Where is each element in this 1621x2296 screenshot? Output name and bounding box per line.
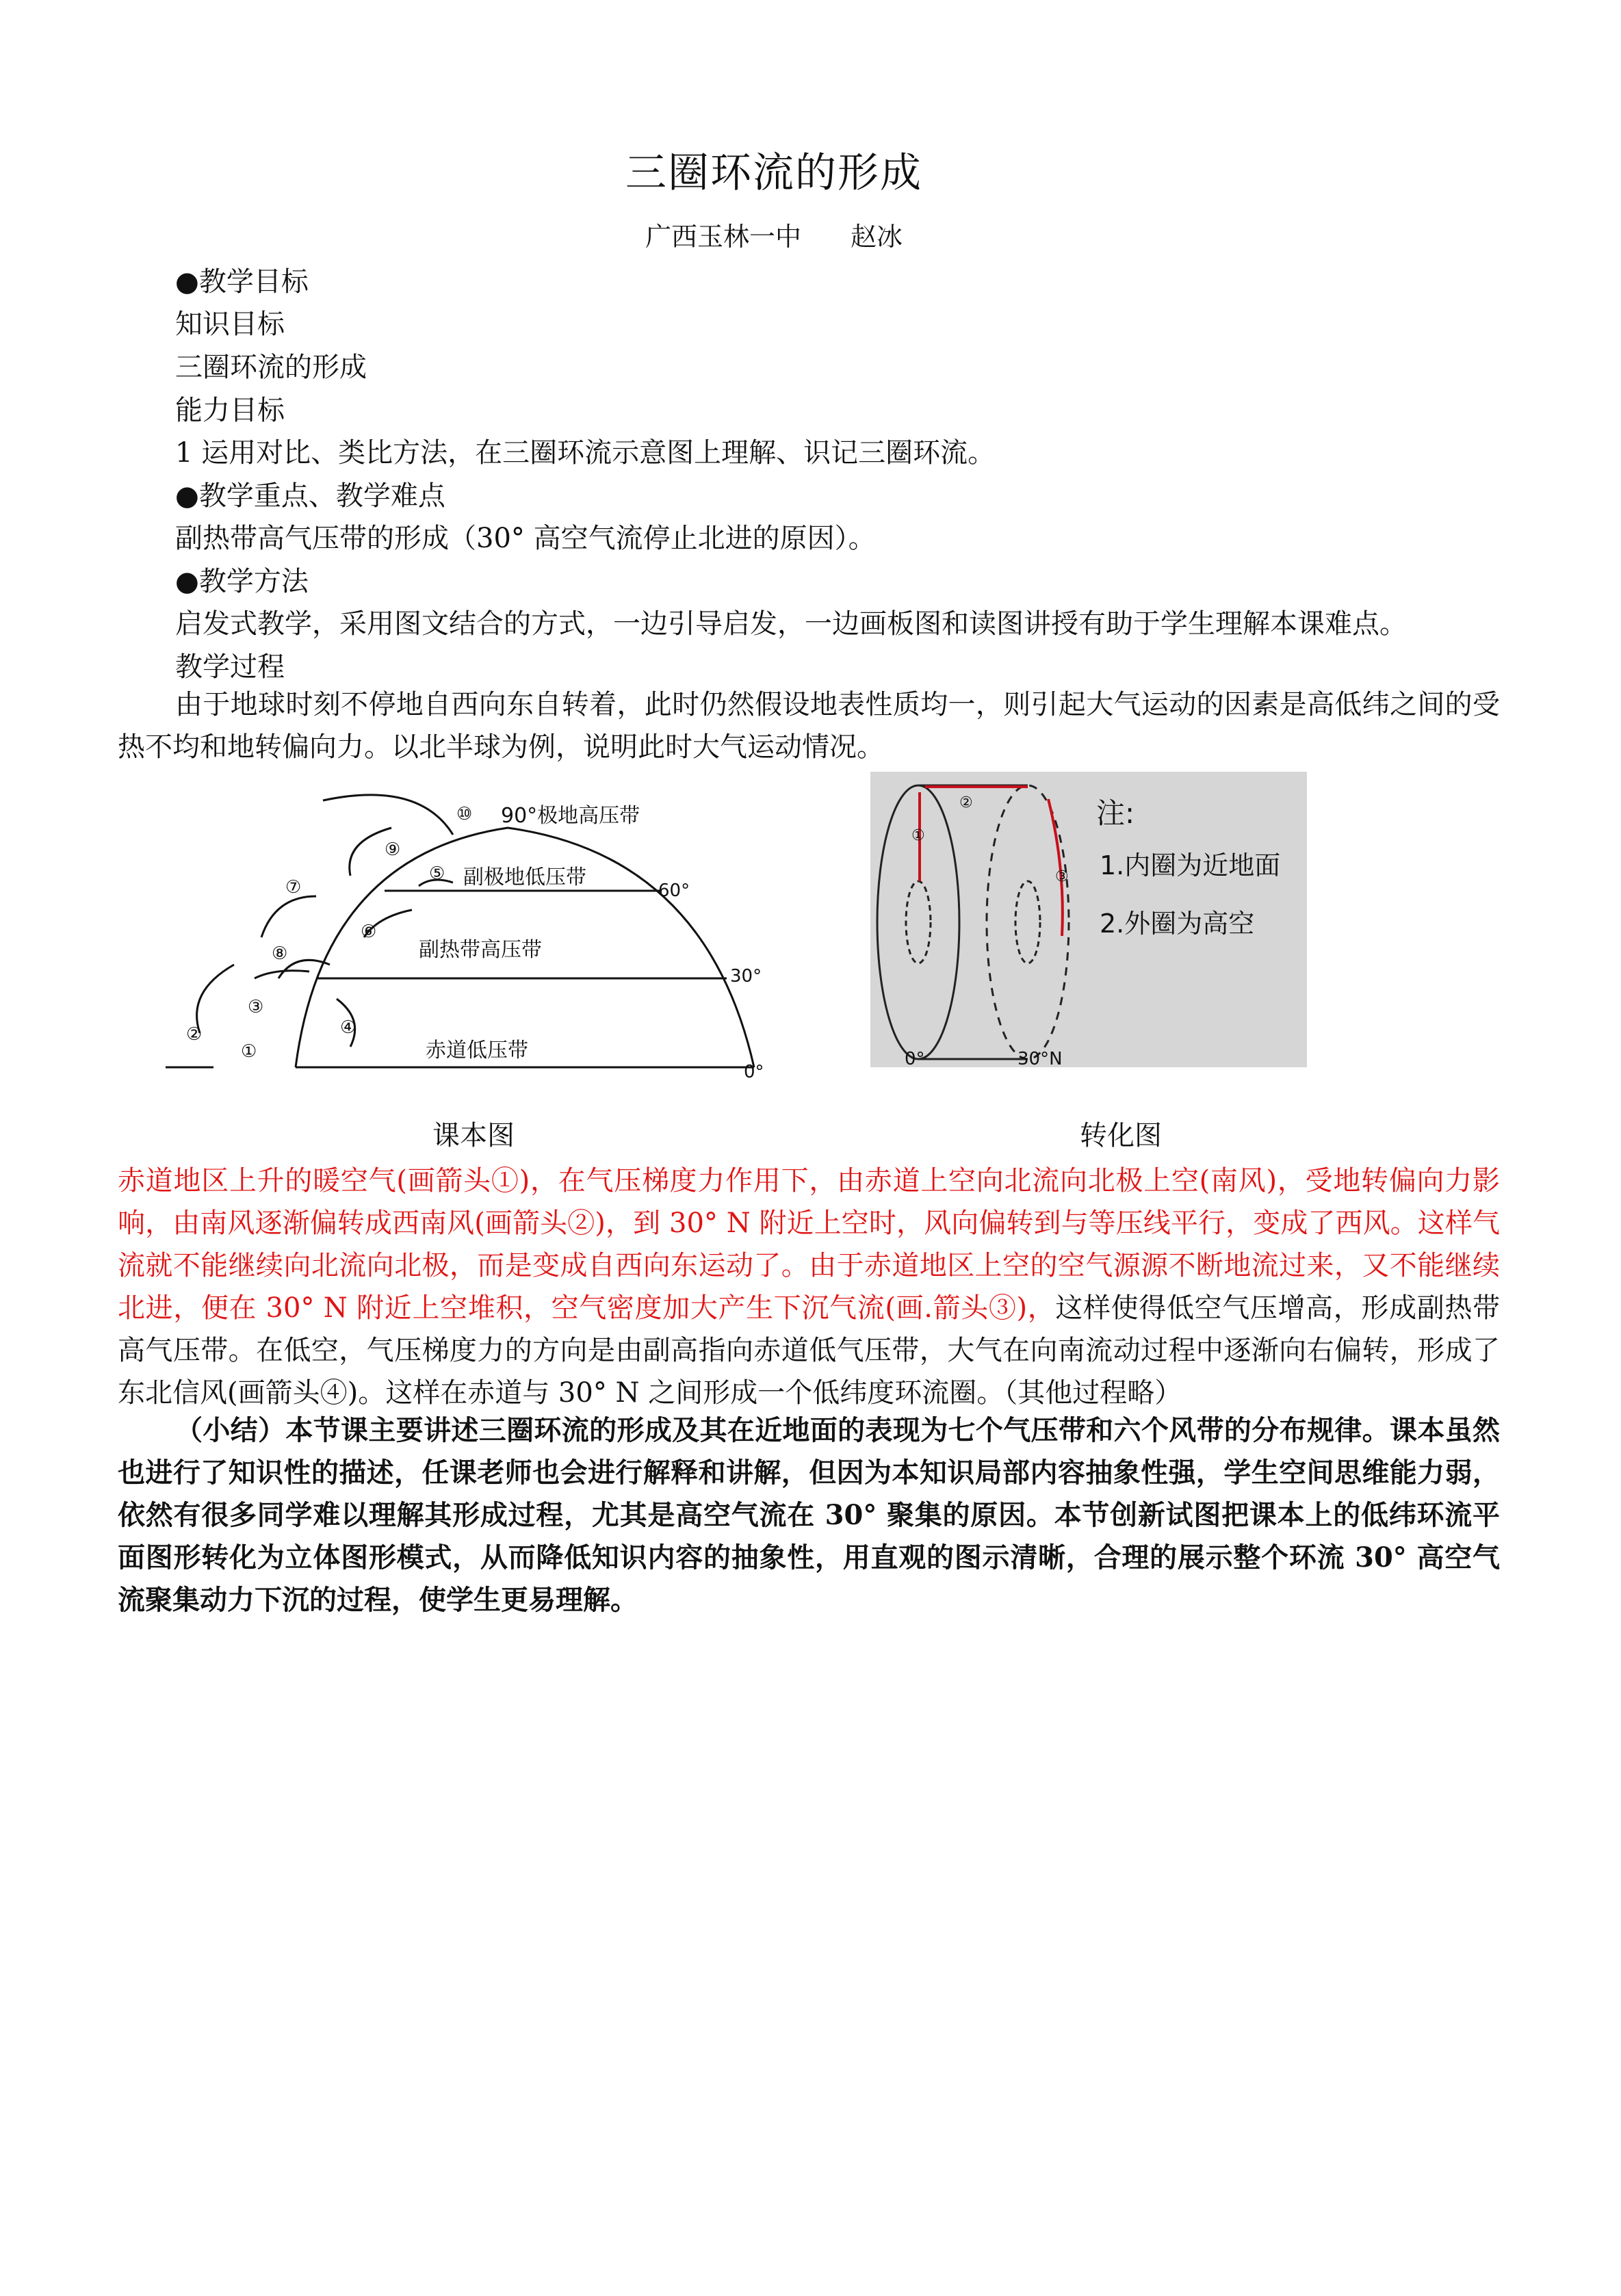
intro-paragraph: 由于地球时刻不停地自西向东自转着，此时仍然假设地表性质均一，则引起大气运动的因素是高低纬之间的受热不均和地转偏向力。以北半球为例，说明此时大气运动情况。 [118,689,1500,763]
arrow-number: ③ [248,997,264,1017]
heading-process: 教学过程 [175,651,285,683]
arrow-number: ⑥ [361,922,377,942]
key-points-text: 副热带高气压带的形成（30° 高空气流停止北进的原因）。 [175,523,876,554]
author-name: 赵冰 [851,222,903,252]
note-2: 2.外圈为高空 [1100,909,1255,939]
arrow-number: ⑧ [272,943,288,964]
label-0-degree: 0° [905,1049,925,1067]
textbook-circulation-diagram [159,773,788,1088]
label-subtropical-high: 副热带高压带 [419,938,542,962]
arrow-number: ⑩ [456,804,473,824]
arrow-2-line [197,965,234,1033]
caption-textbook: 课本图 [432,1120,515,1151]
ability-objective-text: 1 运用对比、类比方法，在三圈环流示意图上理解、识记三圈环流。 [175,437,996,469]
knowledge-objective-label: 知识目标 [175,309,285,340]
arrow-number: ④ [340,1017,356,1038]
arrow-number: ② [959,794,973,811]
caption-transformed: 转化图 [1080,1120,1162,1151]
methods-text: 启发式教学，采用图文结合的方式，一边引导启发，一边画板图和读图讲授有助于学生理解本课难点。 [175,608,1407,640]
author-line [0,216,1548,253]
note-1: 1.内圈为近地面 [1100,850,1281,880]
explanation-black: 这样使得低空气压增高，形成副热带高气压带。在低空，气压梯度力的方向是由副高指向赤道低气压带，大气在向南流动过程中逐渐向右偏转，形成了东北信风(画箭头④)。这样在赤道与 30° N 之间形成一个低纬度环流圈。（其他过程略） [118,1292,1500,1409]
heading-key-points: ●教学重点、教学难点 [175,480,445,512]
transformed-3d-diagram [870,772,1307,1067]
page-title: 三圈环流的形成 [625,149,922,197]
author-school: 广西玉林一中 [645,222,801,252]
label-subpolar-low: 副极地低压带 [463,865,586,889]
heading-methods: ●教学方法 [175,566,309,597]
arrow-number: ① [911,827,925,844]
heading-objectives: ●教学目标 [175,266,309,298]
arrow-number: ⑨ [385,839,401,860]
explanation-paragraph [118,1160,1500,1414]
label-30n: 30°N [1017,1049,1063,1067]
knowledge-objective-text: 三圈环流的形成 [175,352,367,383]
ability-objective-label: 能力目标 [175,395,285,426]
label-polar-high: 90°极地高压带 [501,804,640,828]
arrow-number: ③ [1055,868,1069,885]
label-60: 60° [658,880,690,901]
note-title: 注: [1096,796,1135,830]
label-30: 30° [730,966,762,987]
arrow-number: ① [241,1041,257,1062]
label-equatorial-low: 赤道低压带 [426,1039,528,1062]
arrow-7-line [261,896,316,937]
arrow-number: ⑦ [285,877,302,898]
summary-paragraph: （小结）本节课主要讲述三圈环流的形成及其在近地面的表现为七个气压带和六个风带的分布规律。课本虽然也进行了知识性的描述，任课老师也会进行解释和讲解，但因为本知识局部内容抽象性强，学生空间思维能力弱，依然有很多同学难以理解其形成过程，尤其是高空气流在 30° 聚集的原因。本节创新试图把课本上的低纬环流平面图形转化为立体图形模式，从而降低知识内容的抽象性，用直观的图示清晰，合理的展示整个环流 30° 高空气流聚集动力下沉的过程，使学生更易理解。 [118,1414,1500,1616]
explanation-red: 赤道地区上升的暖空气(画箭头①)，在气压梯度力作用下，由赤道上空向北流向北极上空(南风)，受地转偏向力影响，由南风逐渐偏转成西南风(画箭头②)，到 30° N 附近上空时，风向偏转到与等压线平行，变成了西风。这样气流就不能继续向北流向北极，而是变成自西向东运动了。由于赤道地区上空的空气源源不断地流过来，又不能继续北进，便在 30° N 附近上空堆积，空气密度加大产生下沉气流(画.箭头③)， [118,1165,1500,1324]
arrow-number: ⑤ [429,863,445,884]
arrow-number: ② [186,1024,203,1045]
label-0: 0° [744,1062,764,1082]
